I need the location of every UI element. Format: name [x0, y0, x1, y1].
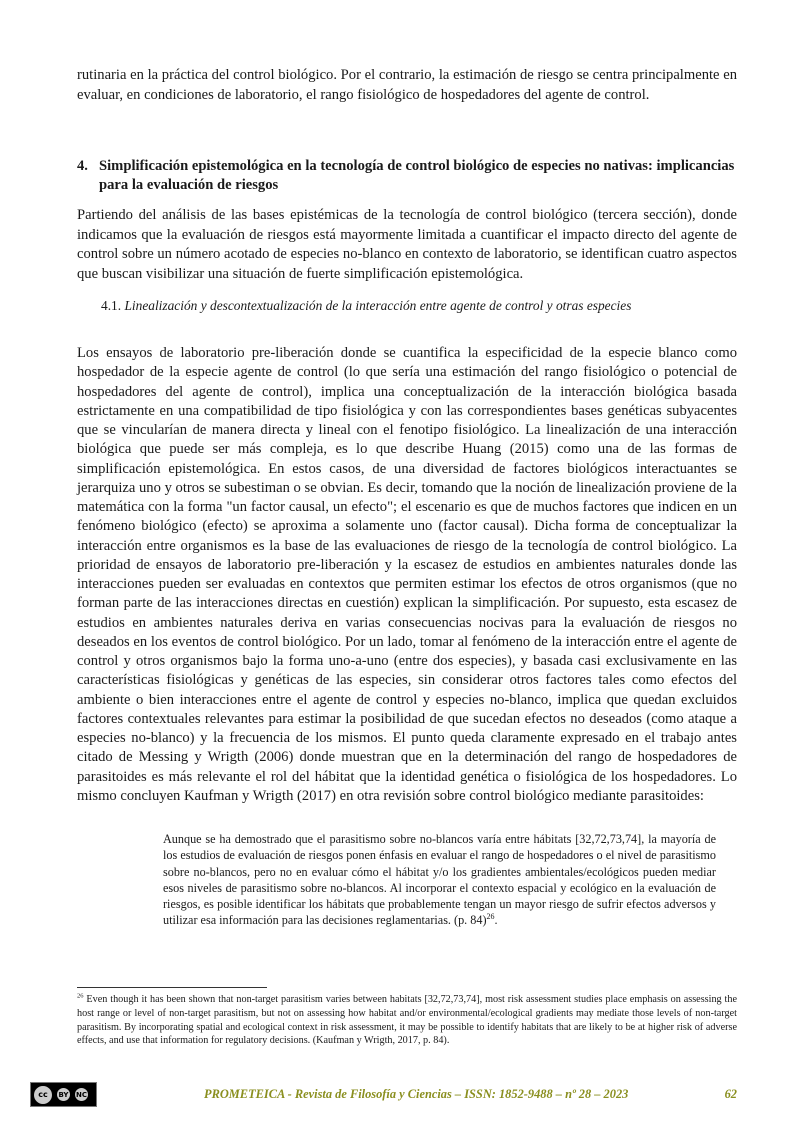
page-number: 62 — [724, 1087, 737, 1101]
cc-icon: cc — [33, 1085, 53, 1105]
footer-journal-info: PROMETEICA - Revista de Filosofía y Ciencias – ISSN: 1852-9488 – nº 28 – 2023 — [204, 1087, 629, 1101]
subsection-number: 4.1. — [101, 298, 122, 313]
block-quote: Aunque se ha demostrado que el parasitismo sobre no-blancos varía entre hábitats [32,72,73,74], la mayoría de los estudios de evaluación de riesgos ponen énfasis en evaluar el rango de hospedadores o el nivel de parasitismo sobre no-blancos, pero no en evaluar cómo el hábitat y/o los gradientes ambientales/ecológicos pueden mediar esos niveles de parasitismo sobre no-blancos. Al incorporar el contexto espacial y ecológico en la evaluación de riesgos, es posible identificar los hábitats que probablemente tengan un mayor riesgo de sufrir efectos adversos y utilizar esa información para las decisiones reglamentarias. (p. 84)$^{26}$. — [163, 832, 716, 928]
footnote-text: Even though it has been shown that non-target parasitism varies between habitats [32,72,73,74], most risk assessment studies place emphasis on assessing the host range or level of non-target parasitism, but not on assessing how habitat and/or environmental/ecological gradients may mediate those levels of non-target parasitism. By incorporating spatial and ecological context in risk assessment, it may be possible to identify habitats that are likely to be at higher risk of adverse effects, and use that information for regulatory decisions. (Kaufman y Wrigth, 2017, p. 84). — [77, 994, 737, 1047]
attribution-icon: BY — [56, 1087, 71, 1102]
paragraph-main: Los ensayos de laboratorio pre-liberación donde se cuantifica la especificidad de la especie blanco como hospedador de la especie agente de control (lo que sería una estimación del rango fisiológico o potencial de hospedadores del agente de control), implica una conceptualización de la interacción biológica basada estrictamente en una compatibilidad de tipo fisiológica y con las correspondientes bases genéticas subyacentes que se vincularían de manera directa y lineal con el fenotipo fisiológico. La linealización de una interacción biológica que puede ser más compleja, es lo que describe Huang (2015) como una de las formas de simplificación epistemológica. En estos casos, de una diversidad de factores biológicos interactuantes se jerarquiza uno y otros se subestiman o se obvian. Es decir, tomando que la noción de linealización proviene de la matemática con la forma "un factor causal, un efecto"; el escenario es que de muchos factores que indicen en un fenómeno biológico (efecto) se aproxima a solamente uno (factor causal). Dicha forma de conceptualizar la interacción entre organismos es la base de las evaluaciones de riesgo de la tecnología de control biológico. La prioridad de ensayos de laboratorio pre-liberación y la escasez de estudios en ambientes naturales donde las interacciones pueden ser evaluadas en contextos que permiten estimar los efectos de otros organismos (que no forman parte de las interacciones directas en cuestión) explican la simplificación. Por supuesto, esta escasez de estudios en ambientes naturales deriva en varias consecuencias nocivas para la evaluación de riesgos no deseados en los eventos de control biológico. Por un lado, tomar al fenómeno de la interacción entre el agente de control y otros organismos bajo la forma uno-a-uno (entre dos especies), y basada casi exclusivamente en las características fisiológicas y genéticas de las especies, sin considerar otros factores tales como efectos del ambiente o bien interacciones entre el agente de control y especies no-blanco, implica que quedan excluidos factores contextuales relevantes para estimar la posibilidad de que sucedan efectos no deseados (como ataque a especies no-blanco) y la frecuencia de los mismos. El punto queda claramente expresado en el trabajo antes citado de Messing y Wrigth (2006) donde muestran que en la determinación del rango de hospedadores de parasitoides es más relevante el rol del hábitat que la identidad genética o fisiológica de los hospedadores. Lo mismo concluyen Kaufman y Wrigth (2017) en otra revisión sobre control biológico mediante parasitoides: — [77, 345, 737, 804]
subsection-title: Linealización y descontextualización de la interacción entre agente de control y otras especies — [124, 298, 632, 313]
creative-commons-badge[interactable] — [30, 1082, 97, 1107]
section-heading — [77, 157, 737, 195]
footnote — [77, 993, 737, 1048]
paragraph-intro: Partiendo del análisis de las bases epistémicas de la tecnología de control biológico (tercera sección), donde indicamos que la evaluación de riesgos está mayormente limitada a cuantificar el impacto directo del agente de control sobre un número acotado de especies no-blanco en contexto de laboratorio, se identifican cuatro aspectos que buscan visibilizar una situación de fuerte simplificación epistemológica. — [77, 207, 737, 282]
section-number: 4. — [77, 158, 88, 174]
footnote-marker: 26 — [77, 992, 84, 1000]
footnote-reference[interactable]: 26 — [486, 912, 495, 922]
quote-text: Aunque se ha demostrado que el parasitismo sobre no-blancos varía entre hábitats [32,72,73,74], la mayoría de los estudios de evaluación de riesgos ponen énfasis en evaluar el rango de hospedadores o el nivel de parasitismo sobre no-blancos, pero no en evaluar cómo el hábitat y/o los gradientes ambientales/ecológicos pueden mediar esos niveles de parasitismo sobre no-blancos. Al incorporar el contexto espacial y ecológico en la evaluación de riesgos, es posible identificar los hábitats que probablemente tengan un mayor riesgo de sufrir efectos adversos y utilizar esa información para las decisiones reglamentarias. (p. 84) — [163, 832, 716, 928]
noncommercial-icon: NC — [74, 1087, 89, 1102]
subsection-heading — [101, 297, 741, 315]
paragraph-top: rutinaria en la práctica del control biológico. Por el contrario, la estimación de riesgo se centra principalmente en evaluar, en condiciones de laboratorio, el rango fisiológico de hospedadores del agente de control. — [77, 67, 737, 103]
section-title: Simplificación epistemológica en la tecnología de control biológico de especies no nativas: implicancias para la evaluación de riesgos — [99, 158, 735, 193]
footnote-divider — [77, 987, 267, 988]
